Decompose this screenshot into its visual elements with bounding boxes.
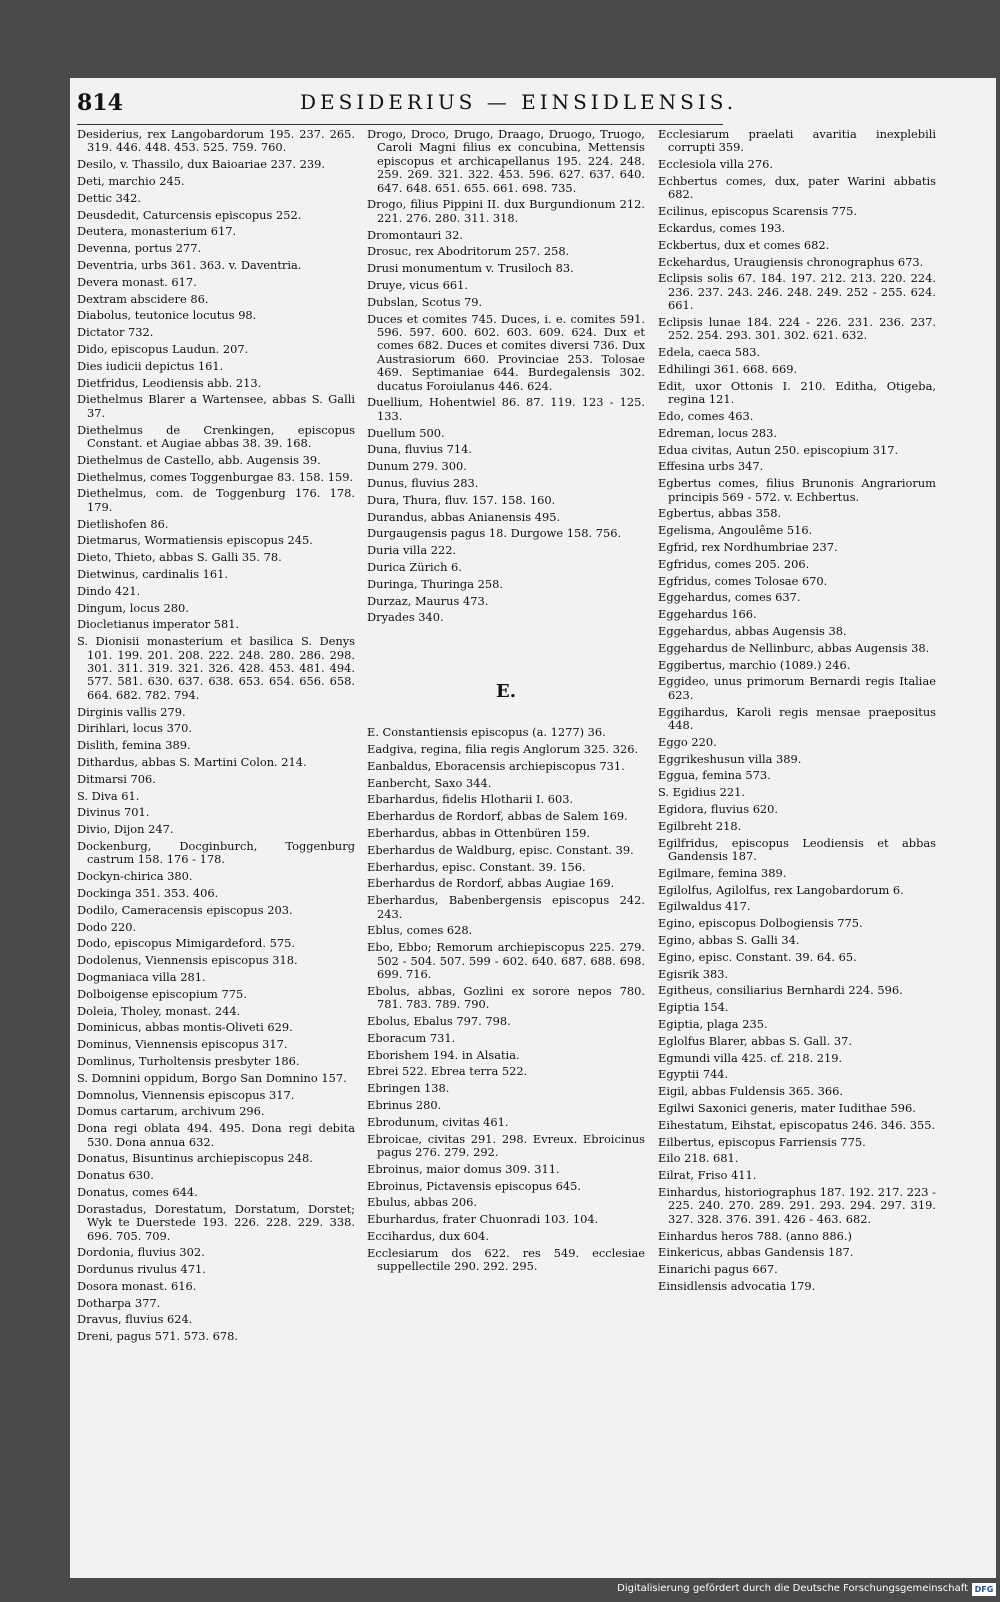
index-entry: Dieto, Thieto, abbas S. Galli 35. 78. [77,550,282,565]
index-entry: Egyptii 744. [658,1067,729,1082]
index-entry: Dietlishofen 86. [77,516,169,531]
index-entry: Eborishem 194. in Alsatia. [367,1047,520,1062]
index-entry: Dromontauri 32. [367,227,463,242]
index-entry: Eilrat, Friso 411. [658,1168,757,1183]
index-entry: Desilo, v. Thassilo, dux Baioariae 237. 239. [77,157,325,172]
index-entry: Egfridus, comes 205. 206. [658,556,810,571]
index-entry: Dunum 279. 300. [367,459,467,474]
index-entry: Duellium, Hohentwiel 86. 87. 119. 123 - 125. 133. [367,395,645,423]
index-entry: Egidora, fluvius 620. [658,801,779,816]
page-number: 814 [77,90,123,116]
index-entry: Dordonia, fluvius 302. [77,1245,205,1260]
index-entry: Desiderius, rex Langobardorum 195. 237. 265. 319. 446. 448. 453. 525. 759. 760. [77,127,355,155]
index-entry: Eggehardus, comes 637. [658,590,801,605]
index-entry: Duna, fluvius 714. [367,442,473,457]
index-entry: Druye, vicus 661. [367,278,468,293]
index-entry: Egino, episcopus Dolbogiensis 775. [658,916,863,931]
index-entry: Eberhardus de Rordorf, abbas de Salem 169. [367,809,628,824]
index-entry: Egilwaldus 417. [658,899,751,914]
index-entry: Egelisma, Angoulême 516. [658,523,813,538]
index-entry: Einarichi pagus 667. [658,1262,778,1277]
index-entry: Dolboigense episcopium 775. [77,986,247,1001]
footer-bar [0,1580,1000,1600]
index-entry: Egilmare, femina 389. [658,865,787,880]
index-entry: Ebarhardus, fidelis Hlotharii I. 603. [367,792,574,807]
index-column-1 [77,128,355,1347]
index-entry: Ditmarsi 706. [77,771,156,786]
index-entry: Dietfridus, Leodiensis abb. 213. [77,375,262,390]
index-entry: Eggehardus, abbas Augensis 38. [658,623,847,638]
index-entry: Egino, abbas S. Galli 34. [658,932,800,947]
index-entry: Eberhardus de Waldburg, episc. Constant. 39. [367,842,634,857]
index-entry: Eccihardus, dux 604. [367,1228,490,1243]
index-entry: Egilwi Saxonici generis, mater Iudithae 596. [658,1100,916,1115]
index-entry: Eblus, comes 628. [367,923,473,938]
index-entry: Deventria, urbs 361. 363. v. Daventria. [77,257,302,272]
index-entry: Ecclesiarum praelati avaritia inexplebili corrupti 359. [658,127,936,155]
index-entry: Dunus, fluvius 283. [367,476,479,491]
index-entry: Ebrinus 280. [367,1097,442,1112]
index-entry: Eclipsis lunae 184. 224 - 226. 231. 236. 237. 252. 254. 293. 301. 302. 621. 632. [658,315,936,343]
index-entry: S. Dionisii monasterium et basilica S. Denys 101. 199. 201. 208. 222. 248. 280. 286. 298. 301. 311. 319. 321. 326. 428. 453. 481. 494. 577. 581. 630. 637. 638. 653. 654. 656. 658. 664. 682. 782. 794. [77,634,355,702]
index-entry: Dingum, locus 280. [77,600,189,615]
index-entry: Diethelmus, com. de Toggenburg 176. 178. 179. [77,486,355,514]
index-entry: Dextram abscidere 86. [77,291,209,306]
index-entry: Einhardus heros 788. (anno 886.) [658,1228,852,1243]
index-entry: Durandus, abbas Anianensis 495. [367,509,561,524]
index-column-3 [658,128,936,1297]
index-entry: Donatus, Bisuntinus archiepiscopus 248. [77,1151,313,1166]
index-entry: Edo, comes 463. [658,409,754,423]
index-entry: Dodolenus, Viennensis episcopus 318. [77,953,298,968]
index-entry: Eglolfus Blarer, abbas S. Gall. 37. [658,1033,852,1048]
index-entry: Eadgiva, regina, filia regis Anglorum 325. 326. [367,742,639,757]
index-entry: Divinus 701. [77,805,150,820]
index-entry: Eilo 218. 681. [658,1151,739,1166]
index-entry: Deusdedit, Caturcensis episcopus 252. [77,207,302,222]
index-entry: Dietwinus, cardinalis 161. [77,566,229,581]
index-entry: Duringa, Thuringa 258. [367,576,503,591]
index-entry: Deutera, monasterium 617. [77,224,237,239]
index-entry: Donatus 630. [77,1168,154,1183]
index-entry: Egilbreht 218. [658,818,742,833]
index-entry: Dorastadus, Dorestatum, Dorstatum, Dorstet; Wyk te Duerstede 193. 226. 228. 229. 338. 696. 705. 709. [77,1201,355,1243]
index-entry: Dies iudicii depictus 161. [77,358,224,373]
index-entry: Diethelmus de Castello, abb. Augensis 39. [77,452,321,467]
index-column-2 [367,128,645,1277]
index-entry: Edreman, locus 283. [658,425,778,440]
index-entry: Eigil, abbas Fuldensis 365. 366. [658,1084,843,1099]
index-entry: S. Domnini oppidum, Borgo San Domnino 157. [77,1070,347,1085]
index-entry: Domus cartarum, archivum 296. [77,1104,265,1119]
index-entry: Devera monast. 617. [77,274,197,289]
index-entry: Einsidlensis advocatia 179. [658,1278,816,1293]
index-entry: Ecclesiarum dos 622. res 549. ecclesiae suppellectile 290. 292. 295. [367,1245,645,1274]
index-entry: Duellum 500. [367,425,445,440]
index-entry: Diocletianus imperator 581. [77,617,240,632]
index-entry: Ebulus, abbas 206. [367,1195,478,1210]
index-entry: E. Constantiensis episcopus (a. 1277) 36. [367,725,606,740]
index-entry: Ebrei 522. Ebrea terra 522. [367,1064,528,1079]
index-entry: Ecilinus, episcopus Scarensis 775. [658,204,858,219]
index-entry: Effesina urbs 347. [658,459,764,474]
index-entry: Egbertus comes, filius Brunonis Angrariorum principis 569 - 572. v. Echbertus. [658,476,936,504]
index-entry: Eberhardus, episc. Constant. 39. 156. [367,859,586,874]
index-entry: Dordunus rivulus 471. [77,1262,206,1277]
index-entry: Ebolus, Ebalus 797. 798. [367,1014,511,1028]
index-entry: Diethelmus Blarer a Wartensee, abbas S. Galli 37. [77,392,355,420]
index-entry: S. Diva 61. [77,788,140,803]
index-entry: Dictator 732. [77,325,154,340]
running-title: DESIDERIUS — EINSIDLENSIS. [300,90,738,114]
index-entry: Egfrid, rex Nordhumbriae 237. [658,539,838,554]
index-entry: Ebringen 138. [367,1081,450,1096]
index-entry: Eberhardus, abbas in Ottenbüren 159. [367,826,591,840]
index-entry: Dogmaniaca villa 281. [77,969,206,984]
index-entry: Einhardus, historiographus 187. 192. 217. 223 - 225. 240. 270. 289. 291. 293. 294. 297. 319. 327. 328. 376. 391. 426 - 463. 682. [658,1184,936,1226]
index-entry: Ebroinus, Pictavensis episcopus 645. [367,1178,582,1193]
index-entry: Edit, uxor Ottonis I. 210. Editha, Otigeba, regina 121. [658,378,936,407]
index-entry: Dosora monast. 616. [77,1278,197,1293]
book-page [70,78,996,1578]
index-entry: Ebroicae, civitas 291. 298. Evreux. Ebroicinus pagus 276. 279. 292. [367,1131,645,1159]
index-entry: Eggihardus, Karoli regis mensae praepositus 448. [658,704,936,732]
index-entry: Eggrikeshusun villa 389. [658,751,802,766]
index-entry: Eclipsis solis 67. 184. 197. 212. 213. 220. 224. 236. 237. 243. 246. 248. 249. 252 - 255. 624. 661. [658,271,936,313]
index-entry: Dithardus, abbas S. Martini Colon. 214. [77,754,307,769]
index-entry: Durica Zürich 6. [367,560,462,575]
index-entry: Doleia, Tholey, monast. 244. [77,1003,241,1018]
index-entry: Diabolus, teutonice locutus 98. [77,308,257,323]
index-entry: Diethelmus, comes Toggenburgae 83. 158. 159. [77,469,354,484]
index-entry: Eckbertus, dux et comes 682. [658,237,830,252]
index-entry: Dryades 340. [367,610,444,625]
index-entry: Edela, caeca 583. [658,345,761,360]
index-entry: Dona regi oblata 494. 495. Dona regi debita 530. Dona annua 632. [77,1121,355,1149]
index-entry: Eggideo, unus primorum Bernardi regis Italiae 623. [658,674,936,702]
index-entry: Duces et comites 745. Duces, i. e. comites 591. 596. 597. 600. 602. 603. 609. 624. Dux et comes 682. Duces et comites diversi 736. Dux Austrasiorum 660. Provinciae 253. Tolosae 469. Septimaniae 644. Burdegalensis 302. ducatus Foroiulanus 446. 624. [367,311,645,393]
index-entry: Eboracum 731. [367,1030,456,1045]
index-entry: Ebolus, abbas, Gozlini ex sorore nepos 780. 781. 783. 789. 790. [367,983,645,1012]
index-entry: Egmundi villa 425. cf. 218. 219. [658,1050,843,1065]
dfg-logo: DFG [972,1583,996,1596]
index-entry: Eanbaldus, Eboracensis archiepiscopus 731. [367,758,625,773]
index-entry: Egbertus, abbas 358. [658,506,782,521]
index-entry: Eberhardus de Rordorf, abbas Augiae 169. [367,876,615,891]
index-entry: Eggehardus de Nellinburc, abbas Augensis 38. [658,640,930,655]
index-entry: Domlinus, Turholtensis presbyter 186. [77,1053,300,1068]
header-rule [77,124,723,125]
index-entry: Edua civitas, Autun 250. episcopium 317. [658,442,899,457]
index-entry: Echbertus comes, dux, pater Warini abbatis 682. [658,174,936,202]
index-entry: Dislith, femina 389. [77,738,191,753]
index-entry: Dirihlari, locus 370. [77,721,193,736]
index-entry: Diethelmus de Crenkingen, episcopus Constant. et Augiae abbas 38. 39. 168. [77,422,355,450]
index-entry: Egilfridus, episcopus Leodiensis et abbas Gandensis 187. [658,835,936,863]
index-entry: Ebrodunum, civitas 461. [367,1114,509,1129]
index-entry: Dettic 342. [77,190,142,205]
index-entry: Egisrik 383. [658,966,729,981]
index-entry: Drogo, Droco, Drugo, Draago, Druogo, Truogo, Caroli Magni filius ex concubina, Mettensis episcopus et archicapellanus 195. 224. 248. 259. 269. 321. 322. 453. 596. 627. 637. 640. 647. 648. 651. 655. 661. 698. 735. [367,127,645,195]
index-entry: Dominus, Viennensis episcopus 317. [77,1037,288,1052]
index-entry: Domnolus, Viennensis episcopus 317. [77,1087,295,1102]
index-entry: Dubslan, Scotus 79. [367,294,483,309]
index-entry: Egino, episc. Constant. 39. 64. 65. [658,949,857,964]
index-entry: Dominicus, abbas montis-Oliveti 629. [77,1020,293,1035]
index-entry: Dodo, episcopus Mimigardeford. 575. [77,936,295,951]
index-entry: Dravus, fluvius 624. [77,1312,193,1327]
index-entry: Drusi monumentum v. Trusiloch 83. [367,261,574,276]
index-entry: S. Egidius 221. [658,785,745,800]
index-entry: Eberhardus, Babenbergensis episcopus 242. 243. [367,893,645,921]
index-entry: Egilolfus, Agilolfus, rex Langobardorum 6. [658,882,904,897]
index-entry: Dockinga 351. 353. 406. [77,885,219,900]
index-entry: Dockenburg, Docginburch, Toggenburg castrum 158. 176 - 178. [77,838,355,867]
index-entry: Eggo 220. [658,734,717,749]
index-entry: Eburhardus, frater Chuonradi 103. 104. [367,1212,599,1227]
index-entry: Eggua, femina 573. [658,768,771,783]
index-entry: Dreni, pagus 571. 573. 678. [77,1329,239,1344]
index-entry: Ecclesiola villa 276. [658,157,773,172]
index-entry: Egitheus, consiliarius Bernhardi 224. 596. [658,983,903,998]
index-entry: Egiptia 154. [658,1000,729,1015]
index-entry: Dockyn-chirica 380. [77,869,193,884]
index-entry: Eihestatum, Eihstat, episcopatus 246. 346. 355. [658,1117,936,1132]
index-entry: Dietmarus, Wormatiensis episcopus 245. [77,533,313,548]
index-entry: Ebroinus, maior domus 309. 311. [367,1161,560,1176]
footer-credit: Digitalisierung gefördert durch die Deutsche Forschungsgemeinschaft [617,1583,968,1594]
index-entry: Donatus, comes 644. [77,1184,198,1199]
index-entry: Dotharpa 377. [77,1295,161,1310]
index-entry: Deti, marchio 245. [77,174,185,188]
section-letter: E. [496,680,516,702]
index-entry: Ebo, Ebbo; Remorum archiepiscopus 225. 279. 502 - 504. 507. 599 - 602. 640. 687. 688. 698. 699. 716. [367,940,645,981]
index-entry: Drogo, filius Pippini II. dux Burgundionum 212. 221. 276. 280. 311. 318. [367,197,645,225]
index-entry: Egfridus, comes Tolosae 670. [658,573,828,588]
index-entry: Edhilingi 361. 668. 669. [658,362,798,376]
index-entry: Drosuc, rex Abodritorum 257. 258. [367,244,570,259]
index-entry: Divio, Dijon 247. [77,822,174,837]
index-entry: Eggibertus, marchio (1089.) 246. [658,657,851,672]
index-entry: Dindo 421. [77,583,141,598]
index-entry: Eckehardus, Uraugiensis chronographus 673. [658,254,924,269]
index-entry: Dido, episcopus Laudun. 207. [77,341,249,356]
index-entry: Duria villa 222. [367,543,457,558]
index-entry: Dodo 220. [77,919,137,934]
index-entry: Dura, Thura, fluv. 157. 158. 160. [367,492,556,507]
index-entry: Eilbertus, episcopus Farriensis 775. [658,1134,866,1149]
index-entry: Eanbercht, Saxo 344. [367,775,492,790]
index-entry: Egiptia, plaga 235. [658,1016,768,1031]
index-entry: Durzaz, Maurus 473. [367,593,489,608]
index-entry: Dodilo, Cameracensis episcopus 203. [77,902,293,917]
index-entry: Eckardus, comes 193. [658,221,786,235]
index-entry: Durgaugensis pagus 18. Durgowe 158. 756. [367,526,622,541]
index-entry: Einkericus, abbas Gandensis 187. [658,1245,854,1260]
page-header [70,90,996,124]
index-entry: Dirginis vallis 279. [77,704,186,719]
index-entry: Eggehardus 166. [658,607,757,622]
index-entry: Devenna, portus 277. [77,241,202,256]
